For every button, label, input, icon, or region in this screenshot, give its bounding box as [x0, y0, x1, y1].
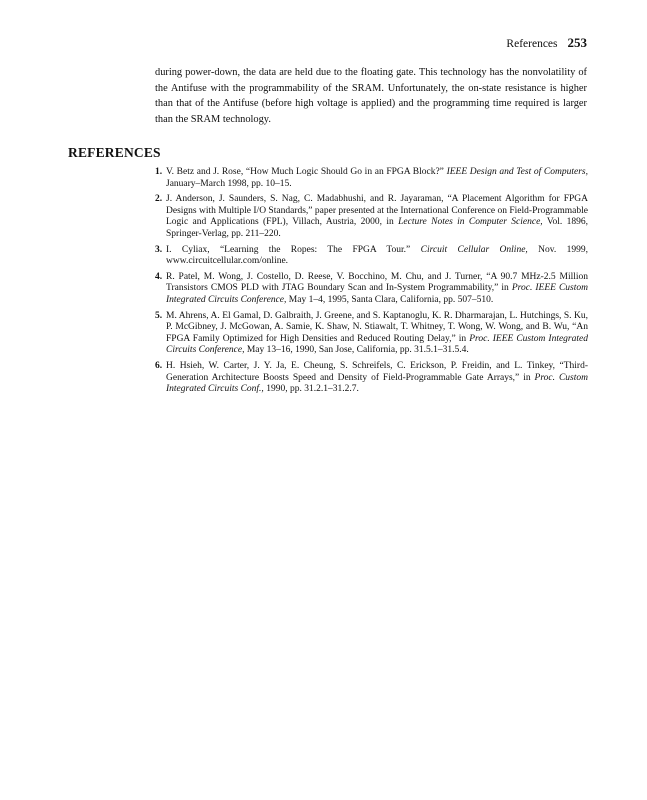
intro-paragraph: during power-down, the data are held due to the floating gate. This technology has the nonvolatility of the Antifuse with the programmability of the SRAM. Unfortunately, the on-state resistance is higher than that of the Antifuse (before high voltage is applied) and the programming time required is larger than the SRAM technology.	[155, 67, 587, 125]
reference-number: 5.	[155, 310, 163, 321]
reference-number: 1.	[155, 167, 163, 177]
reference-item-3	[155, 245, 588, 268]
reference-text: I. Cyliax, “Learning the Ropes: The FPGA Tour.” Circuit Cellular Online, Nov. 1999, www.circuitcellular.com/online.	[166, 244, 588, 267]
reference-item-6	[155, 361, 588, 396]
reference-text: H. Hsieh, W. Carter, J. Y. Ja, E. Cheung, S. Schreifels, C. Erickson, P. Freidin, and L. Tinkey, “Third-Generation Architecture Boosts Speed and Density of Field-Programmable Gate Arrays,” in Proc. Custom Integrated Circuits Conf., 1990, pp. 31.2.1–31.2.7.	[166, 360, 588, 395]
reference-number: 6.	[155, 360, 163, 371]
running-header-section: References	[506, 38, 558, 50]
reference-item-1	[155, 167, 588, 190]
references-heading: REFERENCES	[68, 145, 161, 160]
reference-number: 2.	[155, 194, 163, 205]
running-header	[506, 35, 587, 51]
reference-text: R. Patel, M. Wong, J. Costello, D. Reese, V. Bocchino, M. Chu, and J. Turner, “A 90.7 MHz-2.5 Million Transistors CMOS PLD with JTAG Boundary Scan and In-System Programmability,” in Proc. IEEE Custom Integrated Circuits Conference, May 1–4, 1995, Santa Clara, California, pp. 507–510.	[166, 271, 588, 305]
reference-item-4	[155, 272, 588, 307]
reference-list	[155, 167, 588, 400]
reference-number: 4.	[155, 271, 163, 282]
reference-text: M. Ahrens, A. El Gamal, D. Galbraith, J. Greene, and S. Kaptanoglu, K. R. Dharmarajan, L. Hutchings, S. Ku, P. McGibney, J. McGowan, A. Samie, K. Shaw, N. Stiawalt, T. Whitney, T. Wong, W. Wong, and B. Wu, “An FPGA Family Optimized for High Densities and Reduced Routing Delay,” in Proc. IEEE Custom Integrated Circuits Conference, May 13–16, 1990, San Jose, California, pp. 31.5.1–31.5.4.	[166, 310, 588, 356]
reference-number: 3.	[155, 244, 163, 255]
reference-item-2	[155, 194, 588, 240]
page-number: 253	[567, 35, 587, 50]
reference-item-5	[155, 311, 588, 357]
reference-text: J. Anderson, J. Saunders, S. Nag, C. Madabhushi, and R. Jayaraman, “A Placement Algorithm for FPGA Designs with Multiple I/O Standards,” paper presented at the International Conference on Field-Programmable Logic and Applications (FPL), Villach, Austria, 2000, in Lecture Notes in Computer Science, Vol. 1896, Springer-Verlag, pp. 211–220.	[166, 194, 589, 239]
reference-text: V. Betz and J. Rose, “How Much Logic Should Go in an FPGA Block?” IEEE Design and Test of Computers, January–March 1998, pp. 10–15.	[166, 167, 589, 189]
